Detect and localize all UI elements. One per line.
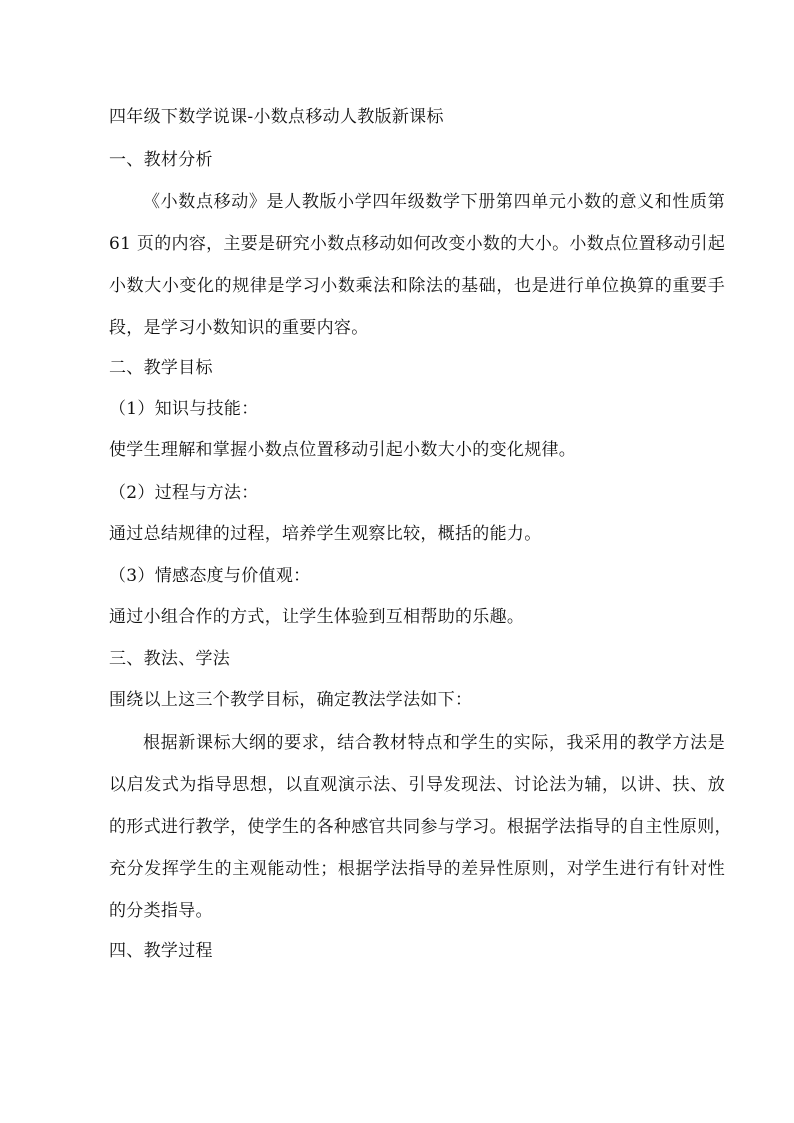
goal-1-label: （1）知识与技能： bbox=[109, 399, 259, 419]
section3-line-3: 的形式进行教学，使学生的各种感官共同参与学习。根据学法指导的自主性原则， bbox=[109, 817, 732, 837]
section-heading-1: 一、教材分析 bbox=[109, 150, 213, 170]
goal-2-label: （2）过程与方法： bbox=[109, 483, 259, 503]
section-heading-4: 四、教学过程 bbox=[109, 941, 213, 961]
section3-line-5: 的分类指导。 bbox=[109, 901, 213, 921]
section3-line-2: 以启发式为指导思想，以直观演示法、引导发现法、讨论法为辅，以讲、扶、放 bbox=[109, 775, 725, 795]
section3-line-4: 充分发挥学生的主观能动性；根据学法指导的差异性原则，对学生进行有针对性 bbox=[109, 859, 725, 879]
section1-line-1: 《小数点移动》是人教版小学四年级数学下册第四单元小数的意义和性质第 bbox=[143, 192, 725, 212]
section3-intro: 围绕以上这三个教学目标，确定教法学法如下： bbox=[109, 690, 473, 710]
section1-line-2: 61 页的内容，主要是研究小数点移动如何改变小数的大小。小数点位置移动引起 bbox=[109, 234, 726, 254]
section1-line-4: 段，是学习小数知识的重要内容。 bbox=[109, 318, 369, 338]
section3-line-1: 根据新课标大纲的要求，结合教材特点和学生的实际，我采用的教学方法是 bbox=[143, 733, 725, 753]
section-heading-3: 三、教法、学法 bbox=[109, 649, 231, 669]
goal-3-label: （3）情感态度与价值观： bbox=[109, 566, 311, 586]
goal-2-text: 通过总结规律的过程，培养学生观察比较，概括的能力。 bbox=[109, 524, 542, 544]
document-title: 四年级下数学说课-小数点移动人教版新课标 bbox=[109, 107, 444, 127]
goal-1-text: 使学生理解和掌握小数点位置移动引起小数大小的变化规律。 bbox=[109, 440, 577, 460]
goal-3-text: 通过小组合作的方式，让学生体验到互相帮助的乐趣。 bbox=[109, 607, 525, 627]
section1-line-3: 小数大小变化的规律是学习小数乘法和除法的基础，也是进行单位换算的重要手 bbox=[109, 276, 725, 296]
section-heading-2: 二、教学目标 bbox=[109, 358, 213, 378]
